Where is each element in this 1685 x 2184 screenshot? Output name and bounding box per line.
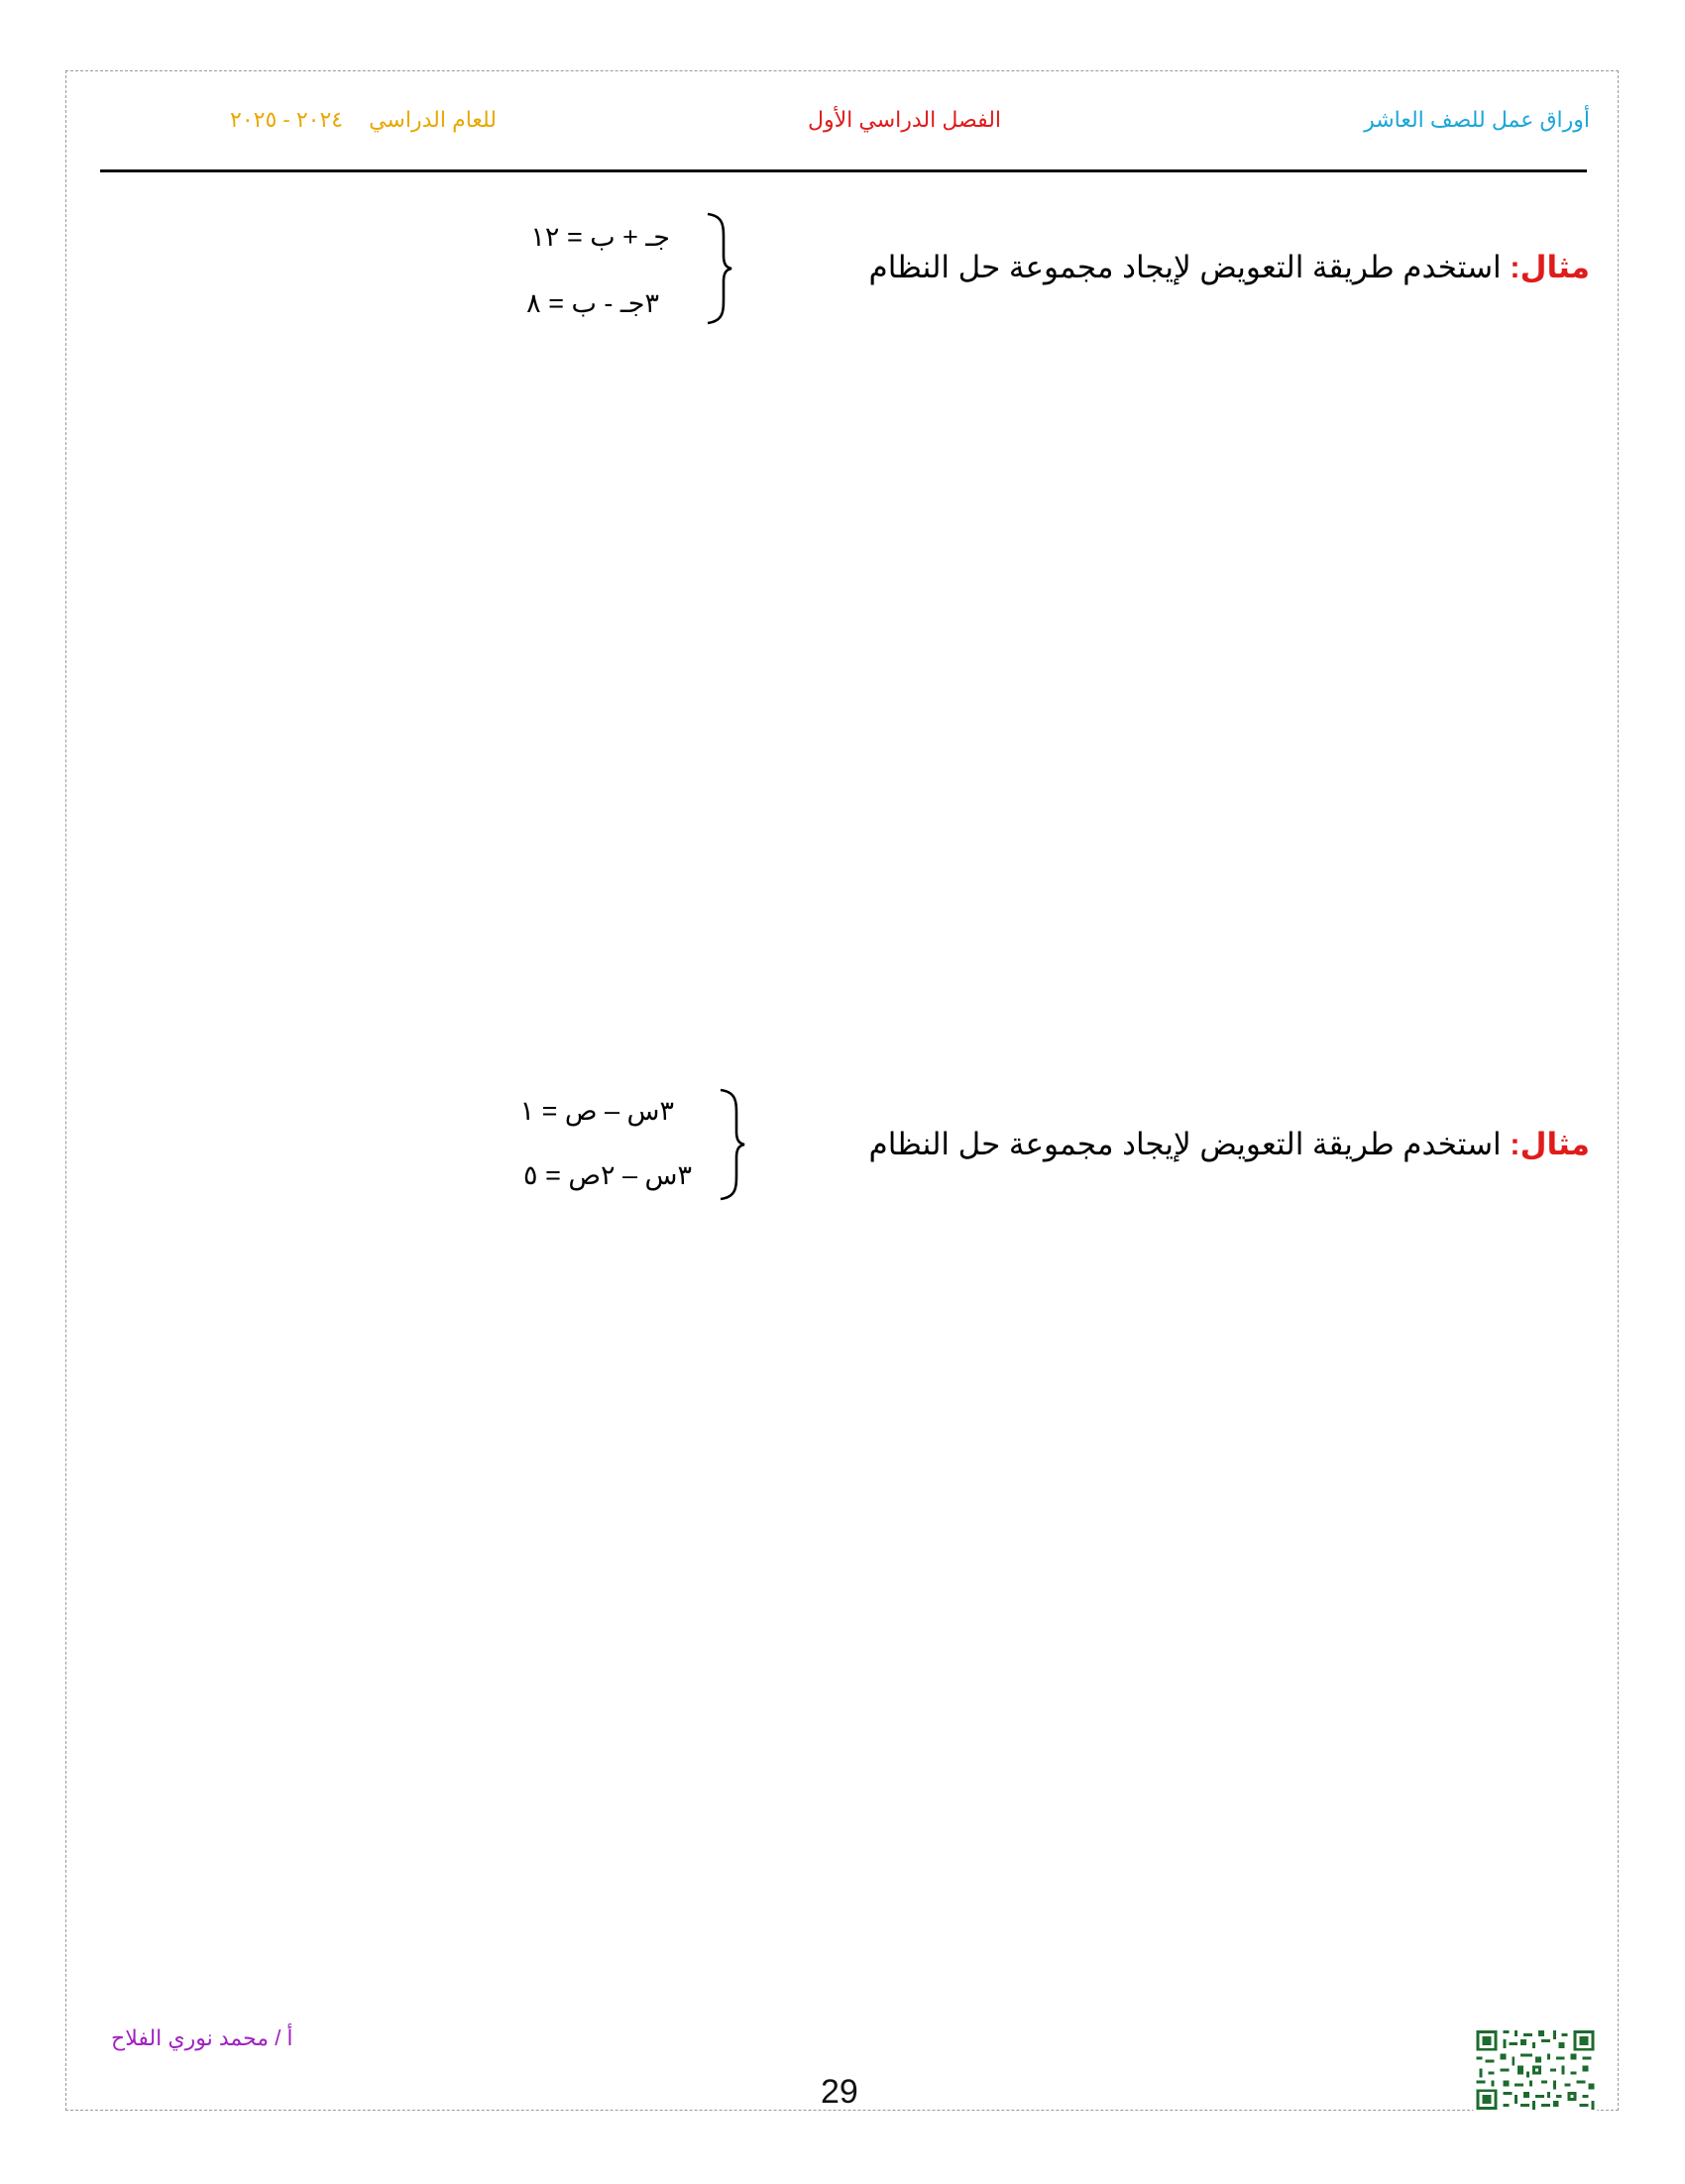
example-2-prompt	[869, 1127, 1590, 1162]
example-1-equation-1: جـ + ب = ١٢	[530, 222, 670, 252]
example-1-colon: :	[1510, 250, 1520, 284]
author-name: أ / محمد نوري الفلاح	[111, 2025, 293, 2050]
page-number: 29	[821, 2073, 858, 2111]
header-year-label: للعام الدراسي	[369, 107, 497, 132]
header-academic-year	[230, 107, 497, 133]
example-1-prompt	[869, 250, 1590, 285]
example-2-brace	[717, 1088, 746, 1201]
header-divider	[100, 169, 1587, 172]
example-1-text: استخدم طريقة التعويض لإيجاد مجموعة حل النظام	[868, 250, 1511, 284]
qr-code-icon	[1473, 2027, 1598, 2113]
example-2-equation-1: ٣س – ص = ١	[519, 1096, 674, 1126]
page-border	[65, 70, 1619, 2111]
example-2-text: استخدم طريقة التعويض لإيجاد مجموعة حل النظام	[868, 1127, 1511, 1161]
example-2-colon: :	[1510, 1127, 1520, 1161]
header-worksheet-title: أوراق عمل للصف العاشر	[1364, 107, 1590, 132]
example-1-brace	[704, 212, 733, 325]
header-year-value: ٢٠٢٤ - ٢٠٢٥	[230, 107, 344, 132]
example-1-label: مثال	[1519, 250, 1590, 284]
header-semester: الفصل الدراسي الأول	[808, 107, 1002, 132]
example-2-equation-2: ٣س – ٢ص = ٥	[523, 1160, 692, 1190]
example-1-equation-2: ٣جـ - ب = ٨	[526, 288, 659, 318]
example-2-label: مثال	[1519, 1127, 1590, 1161]
